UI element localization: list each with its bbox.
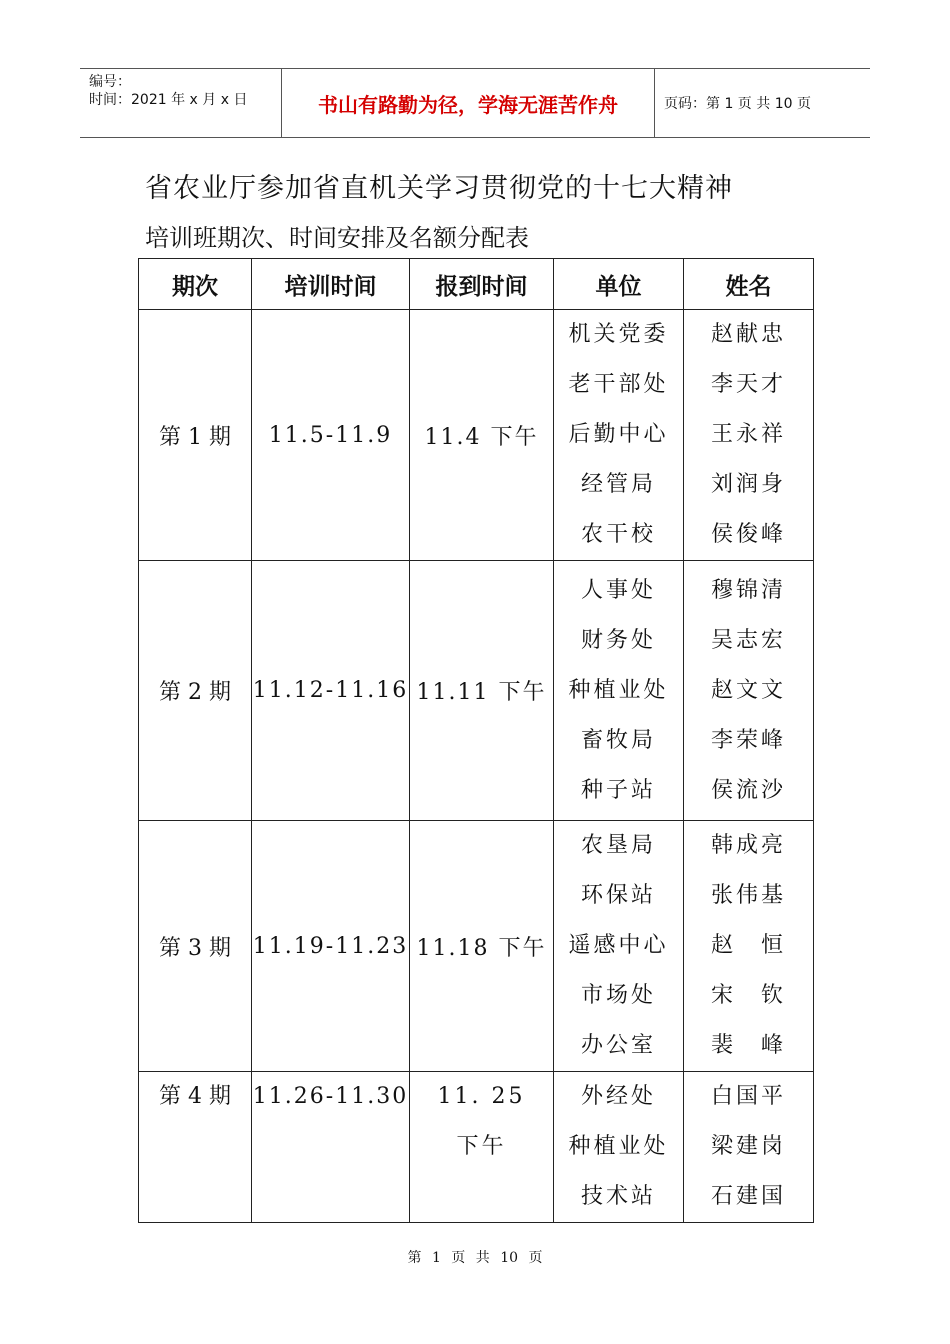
document-header: [80, 68, 870, 138]
header-period: 期次: [139, 259, 252, 310]
name-item: 赵 恒: [710, 933, 786, 958]
header-report-time: 报到时间: [410, 259, 554, 310]
unit-item: 农垦局: [580, 833, 656, 858]
report-time-text: 11.4 下午: [424, 424, 539, 450]
period-text: 第 4 期: [159, 1084, 231, 1109]
unit-item: 人事处: [580, 577, 656, 603]
header-unit: 单位: [554, 259, 684, 310]
training-time-text: 11.19-11.23: [252, 933, 409, 959]
table-row: [139, 1072, 814, 1223]
period-cell: [139, 821, 252, 1072]
header-training-time: 培训时间: [252, 259, 410, 310]
training-time-text: 11.12-11.16: [252, 678, 409, 703]
name-cell: [684, 561, 814, 821]
period-text: 第 2 期: [159, 680, 231, 705]
period-text: 第 1 期: [159, 424, 231, 450]
unit-item: 技术站: [580, 1184, 656, 1209]
unit-item: 遥感中心: [568, 933, 669, 958]
document-title: 省农业厅参加省直机关学习贯彻党的十七大精神: [145, 173, 733, 204]
report-time-text: 11.18 下午: [416, 935, 547, 961]
table-row: [139, 821, 814, 1072]
unit-item: 财务处: [580, 627, 656, 653]
unit-item: 农干校: [580, 522, 656, 547]
unit-item: 老干部处: [568, 372, 669, 397]
unit-cell: [554, 821, 684, 1072]
name-item: 宋 钦: [710, 983, 786, 1008]
unit-item: 后勤中心: [568, 422, 669, 447]
table-row: [139, 561, 814, 821]
doc-number-label: 编号：: [89, 74, 131, 90]
name-item: 刘润身: [710, 472, 786, 497]
report-time-cell: [410, 1072, 554, 1223]
name-item: 吴志宏: [710, 627, 786, 653]
name-item: 梁建岗: [710, 1134, 786, 1159]
unit-item: 外经处: [580, 1084, 656, 1109]
time-label: 时间：2021 年 x 月 x 日: [89, 92, 248, 108]
unit-item: 种子站: [580, 777, 656, 803]
name-cell: [684, 1072, 814, 1223]
name-cell: [684, 821, 814, 1072]
training-time-cell: [252, 310, 410, 561]
report-time-cell: [410, 310, 554, 561]
name-item: 李天才: [710, 372, 786, 397]
report-time-text: 11.11 下午: [416, 680, 547, 705]
unit-item: 经管局: [580, 472, 656, 497]
training-time-text: 11.26-11.30: [252, 1084, 409, 1109]
document-subtitle: 培训班期次、时间安排及名额分配表: [145, 224, 529, 252]
name-item: 张伟基: [710, 883, 786, 908]
period-cell: [139, 561, 252, 821]
period-cell: [139, 310, 252, 561]
name-item: 裴 峰: [710, 1033, 786, 1058]
training-time-cell: [252, 561, 410, 821]
period-cell: [139, 1072, 252, 1223]
unit-item: 机关党委: [568, 322, 669, 347]
name-item: 王永祥: [710, 422, 786, 447]
unit-item: 种植业处: [568, 1134, 669, 1159]
training-time-text: 11.5-11.9: [268, 422, 393, 448]
unit-cell: [554, 310, 684, 561]
name-item: 石建国: [710, 1184, 786, 1209]
schedule-table: [138, 258, 814, 1223]
name-item: 侯流沙: [710, 777, 786, 803]
name-item: 韩成亮: [710, 833, 786, 858]
period-text: 第 3 期: [159, 935, 231, 961]
training-time-cell: [252, 821, 410, 1072]
table-header-row: [139, 259, 814, 310]
unit-item: 办公室: [580, 1033, 656, 1058]
name-item: 侯俊峰: [710, 522, 786, 547]
name-item: 白国平: [710, 1084, 786, 1109]
unit-item: 种植业处: [568, 677, 669, 703]
unit-item: 畜牧局: [580, 727, 656, 753]
table-row: [139, 310, 814, 561]
header-page-info: 页码：第 1 页 共 10 页: [664, 96, 811, 112]
name-item: 赵文文: [710, 677, 786, 703]
name-item: 穆锦清: [710, 577, 786, 603]
name-cell: [684, 310, 814, 561]
name-item: 赵献忠: [710, 322, 786, 347]
page-footer: 第 1 页 共 10 页: [407, 1250, 543, 1266]
header-motto: 书山有路勤为径，学海无涯苦作舟: [282, 69, 655, 137]
name-item: 李荣峰: [710, 727, 786, 753]
header-meta: [80, 69, 282, 137]
header-name: 姓名: [684, 259, 814, 310]
unit-item: 市场处: [580, 983, 656, 1008]
unit-cell: [554, 1072, 684, 1223]
report-time-cell: [410, 561, 554, 821]
unit-item: 环保站: [580, 883, 656, 908]
unit-cell: [554, 561, 684, 821]
training-time-cell: [252, 1072, 410, 1223]
report-time-text: 11. 25 下午: [437, 1084, 526, 1159]
report-time-cell: [410, 821, 554, 1072]
